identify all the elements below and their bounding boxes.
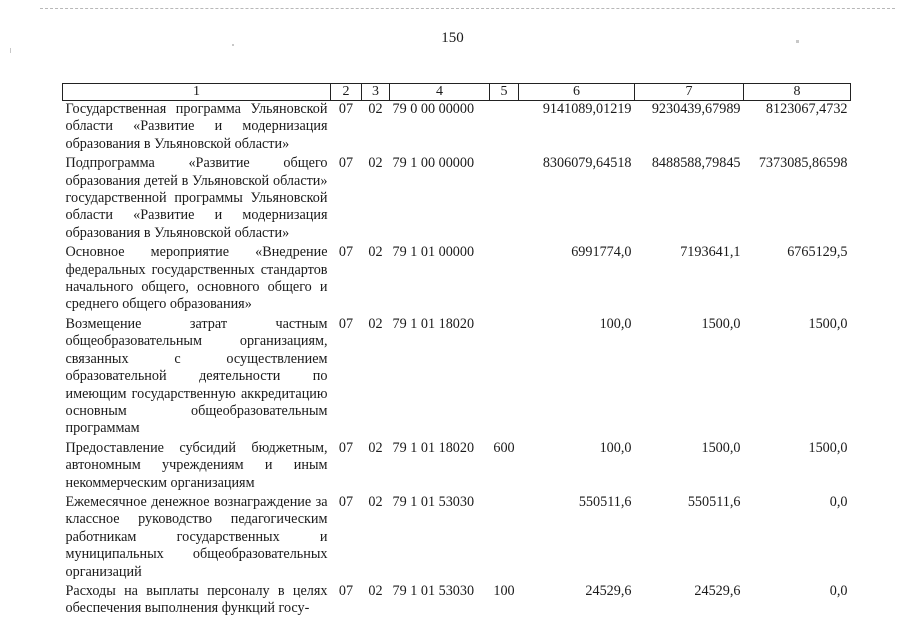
table-row xyxy=(63,101,851,156)
target-article-code: 79 0 00 00000 xyxy=(392,101,475,117)
subsection-code: 02 xyxy=(368,493,383,510)
amount-col-8: 1500,0 xyxy=(808,315,848,332)
amount-col-7: 1500,0 xyxy=(701,315,741,332)
table-row xyxy=(63,316,851,440)
amount-col-7: 8488588,79845 xyxy=(651,155,741,172)
subsection-code: 02 xyxy=(368,155,383,172)
section-code: 07 xyxy=(338,493,354,510)
amount-col-7: 9230439,67989 xyxy=(651,101,741,117)
amount-col-6: 8306079,64518 xyxy=(542,155,632,172)
scan-speck xyxy=(232,44,234,46)
target-article-code: 79 1 01 00000 xyxy=(392,244,475,261)
table-row xyxy=(63,494,851,583)
target-article-code: 79 1 01 53030 xyxy=(392,582,475,599)
amount-col-7: 7193641,1 xyxy=(680,244,741,261)
row-name: Основное мероприятие «Внедрение федеральных государственных стандартов начального общего, основного общего и среднего общего образования» xyxy=(65,244,328,313)
column-header: 1 xyxy=(63,84,331,101)
expense-type-code xyxy=(490,494,519,583)
amount-col-6: 100,0 xyxy=(599,439,632,456)
expense-type-code xyxy=(490,316,519,440)
column-header: 6 xyxy=(519,84,635,101)
table-header-row xyxy=(63,84,851,101)
amount-col-6: 100,0 xyxy=(599,315,632,332)
column-header: 3 xyxy=(362,84,390,101)
row-name: Предоставление субсидий бюджетным, автономным учреждениям и иным некоммерческим организациям xyxy=(65,439,328,491)
amount-col-7: 24529,6 xyxy=(694,582,741,599)
scan-speck xyxy=(796,40,799,43)
column-header: 4 xyxy=(390,84,490,101)
column-header: 5 xyxy=(490,84,519,101)
row-name: Расходы на выплаты персоналу в целях обеспечения выполнения функций госу- xyxy=(65,582,328,617)
section-code: 07 xyxy=(338,155,354,172)
amount-col-7: 1500,0 xyxy=(701,439,741,456)
target-article-code: 79 1 00 00000 xyxy=(392,155,475,172)
amount-col-8: 1500,0 xyxy=(808,439,848,456)
target-article-code: 79 1 01 18020 xyxy=(392,439,475,456)
subsection-code: 02 xyxy=(368,244,383,261)
expense-type-code xyxy=(490,244,519,316)
amount-col-8: 0,0 xyxy=(829,582,848,599)
scan-speck xyxy=(10,48,11,53)
amount-col-8: 0,0 xyxy=(829,493,848,510)
amount-col-6: 550511,6 xyxy=(578,493,632,510)
section-code: 07 xyxy=(338,439,354,456)
row-name: Возмещение затрат частным общеобразовательным организациям, связанных с осуществлением образовательной деятельности по имеющим государственную аккредитацию основным общеобразовательным программам xyxy=(65,315,328,437)
subsection-code: 02 xyxy=(368,582,383,599)
target-article-code: 79 1 01 53030 xyxy=(392,493,475,510)
amount-col-8: 8123067,4732 xyxy=(765,101,848,117)
amount-col-8: 6765129,5 xyxy=(787,244,848,261)
column-header: 8 xyxy=(744,84,851,101)
amount-col-8: 7373085,86598 xyxy=(758,155,848,172)
row-name: Государственная программа Ульяновской области «Развитие и модернизация образования в Ульяновской области» xyxy=(65,101,328,152)
amount-col-6: 9141089,01219 xyxy=(542,101,632,117)
column-header: 2 xyxy=(331,84,362,101)
subsection-code: 02 xyxy=(368,315,383,332)
table-row xyxy=(63,244,851,316)
subsection-code: 02 xyxy=(368,439,383,456)
amount-col-6: 6991774,0 xyxy=(571,244,632,261)
row-name: Подпрограмма «Развитие общего образования детей в Ульяновской области» государственной программы Ульяновской области «Развитие и модернизация образования в Ульяновской области» xyxy=(65,155,328,241)
section-code: 07 xyxy=(338,244,354,261)
row-name: Ежемесячное денежное вознаграждение за классное руководство педагогическим работникам государственных и муниципальных общеобразовательных организаций xyxy=(65,493,328,580)
page-number: 150 xyxy=(441,30,464,46)
expense-type-code: 100 xyxy=(493,582,515,599)
column-header: 7 xyxy=(635,84,744,101)
section-code: 07 xyxy=(338,101,354,117)
amount-col-6: 24529,6 xyxy=(585,582,632,599)
table-row xyxy=(63,155,851,244)
section-code: 07 xyxy=(338,582,354,599)
expense-type-code xyxy=(490,155,519,244)
table-row xyxy=(63,583,851,620)
subsection-code: 02 xyxy=(368,101,383,117)
budget-table xyxy=(62,83,851,620)
page-top-edge xyxy=(40,8,895,9)
amount-col-7: 550511,6 xyxy=(687,493,741,510)
expense-type-code: 600 xyxy=(493,439,515,456)
section-code: 07 xyxy=(338,315,354,332)
table-row xyxy=(63,440,851,494)
target-article-code: 79 1 01 18020 xyxy=(392,315,475,332)
expense-type-code xyxy=(490,101,519,156)
